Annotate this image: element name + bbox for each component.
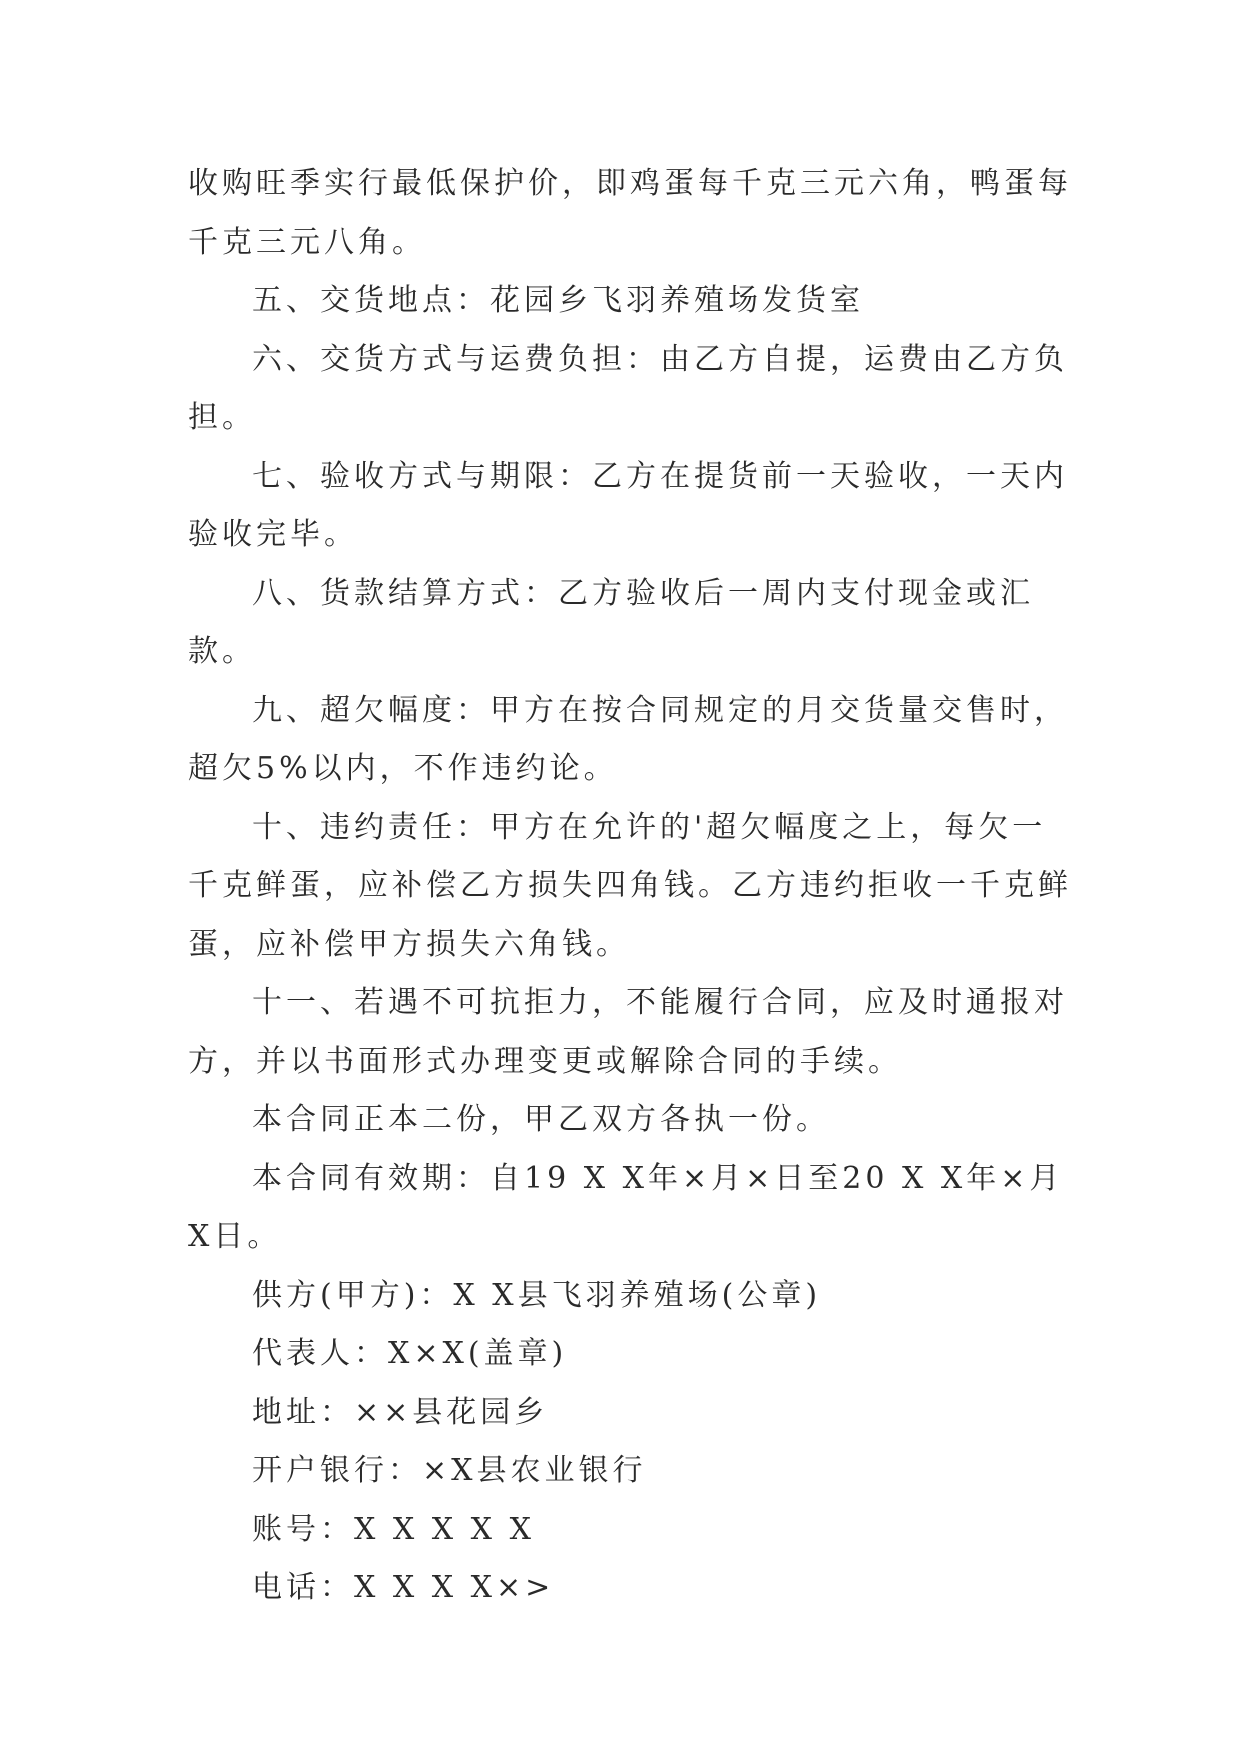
signature-block xyxy=(188,1267,1073,1618)
signature-supplier: 供方(甲方)：X X县飞羽养殖场(公章) xyxy=(252,1277,822,1313)
paragraph-validity: 本合同有效期：自19 X X年×月×日至20 X X年×月X日。 xyxy=(188,1160,1064,1254)
signature-bank: 开户银行：×X县农业银行 xyxy=(252,1453,647,1488)
paragraph-delivery-location: 五、交货地点：花园乡飞羽养殖场发货室 xyxy=(252,283,864,318)
signature-representative: 代表人：X×X(盖章) xyxy=(252,1336,568,1371)
signature-address: 地址：××县花园乡 xyxy=(252,1394,549,1430)
paragraph-force-majeure: 十一、若遇不可抗拒力，不能履行合同，应及时通报对方，并以书面形式办理变更或解除合同的手续。 xyxy=(188,985,1068,1079)
paragraph-liability: 十、违约责任：甲方在允许的'超欠幅度之上，每欠一千克鲜蛋，应补偿乙方损失四角钱。乙方违约拒收一千克鲜蛋，应补偿甲方损失六角钱。 xyxy=(188,809,1072,962)
paragraph-price-clause: 收购旺季实行最低保护价，即鸡蛋每千克三元六角，鸭蛋每千克三元八角。 xyxy=(188,166,1072,260)
paragraph-inspection: 七、验收方式与期限：乙方在提货前一天验收，一天内验收完毕。 xyxy=(188,458,1068,552)
paragraph-tolerance: 九、超欠幅度：甲方在按合同规定的月交货量交售时，超欠5%以内，不作违约论。 xyxy=(188,692,1068,786)
paragraph-payment: 八、货款结算方式：乙方验收后一周内支付现金或汇款。 xyxy=(188,575,1034,669)
document-body xyxy=(188,155,1073,1618)
signature-phone: 电话：X X X X×> xyxy=(252,1570,555,1605)
paragraph-delivery-method: 六、交货方式与运费负担：由乙方自提，运费由乙方负担。 xyxy=(188,341,1068,435)
paragraph-copies: 本合同正本二份，甲乙双方各执一份。 xyxy=(252,1102,830,1137)
signature-account: 账号：X X X X X xyxy=(252,1511,535,1547)
